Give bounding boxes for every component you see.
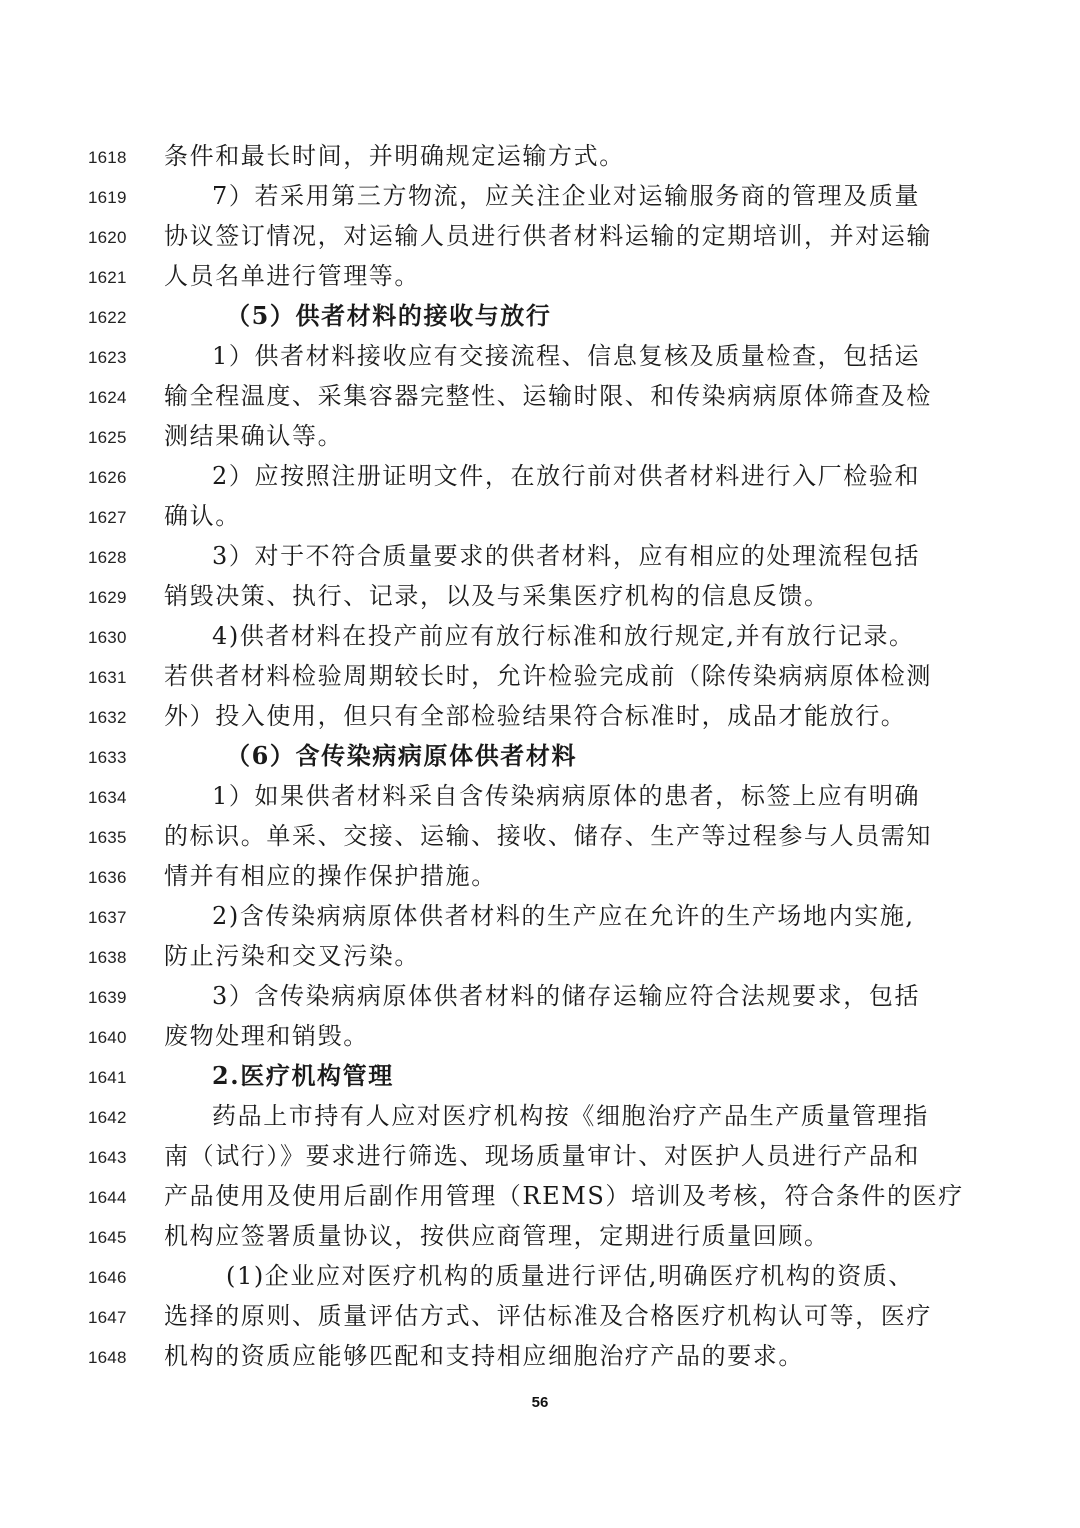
- paragraph-text: 南（试行）》要求进行筛选、现场质量审计、对医护人员进行产品和: [164, 1142, 920, 1170]
- text-line: [0, 1180, 1080, 1220]
- paragraph-text: 人员名单进行管理等。: [164, 262, 420, 290]
- line-number: 1626: [88, 468, 127, 487]
- text-line: [0, 1100, 1080, 1140]
- section-heading: （5）供者材料的接收与放行: [226, 301, 552, 330]
- paragraph-text: 4)供者材料在投产前应有放行标准和放行规定,并有放行记录。: [212, 622, 915, 650]
- text-line: [0, 1260, 1080, 1300]
- line-number: 1647: [88, 1308, 127, 1327]
- line-number: 1645: [88, 1228, 127, 1247]
- line-number: 1639: [88, 988, 127, 1007]
- paragraph-text: 防止污染和交叉污染。: [164, 942, 420, 970]
- line-number: 1633: [88, 748, 127, 767]
- text-line: [0, 1300, 1080, 1340]
- line-number: 1646: [88, 1268, 127, 1287]
- line-number: 1648: [88, 1348, 127, 1367]
- section-heading: （6）含传染病病原体供者材料: [226, 741, 578, 770]
- text-line: [0, 1140, 1080, 1180]
- paragraph-text: 1）供者材料接收应有交接流程、信息复核及质量检查，包括运: [212, 342, 921, 370]
- text-line: [0, 540, 1080, 580]
- paragraph-text: 2)含传染病病原体供者材料的生产应在允许的生产场地内实施,: [212, 902, 915, 930]
- line-number: 1632: [88, 708, 127, 727]
- text-line: [0, 1340, 1080, 1380]
- text-line: [0, 500, 1080, 540]
- line-number: 1643: [88, 1148, 127, 1167]
- text-line: [0, 140, 1080, 180]
- paragraph-text: 的标识。单采、交接、运输、接收、储存、生产等过程参与人员需知: [164, 822, 932, 850]
- paragraph-text: 测结果确认等。: [164, 422, 344, 450]
- line-number: 1634: [88, 788, 127, 807]
- text-line: [0, 820, 1080, 860]
- paragraph-text: 废物处理和销毁。: [164, 1022, 369, 1050]
- paragraph-text: 2）应按照注册证明文件，在放行前对供者材料进行入厂检验和: [212, 462, 921, 490]
- text-line: [0, 940, 1080, 980]
- paragraph-text: 确认。: [164, 502, 241, 530]
- paragraph-text: (1)企业应对医疗机构的质量进行评估,明确医疗机构的资质、: [226, 1262, 915, 1290]
- paragraph-text: 若供者材料检验周期较长时，允许检验完成前（除传染病病原体检测: [164, 662, 932, 690]
- text-line: [0, 780, 1080, 820]
- text-line: [0, 620, 1080, 660]
- line-number: 1622: [88, 308, 127, 327]
- paragraph-text: 机构应签署质量协议，按供应商管理，定期进行质量回顾。: [164, 1222, 830, 1250]
- line-number: 1636: [88, 868, 127, 887]
- section-heading: 2.医疗机构管理: [212, 1061, 394, 1090]
- line-number: 1631: [88, 668, 127, 687]
- paragraph-text: 药品上市持有人应对医疗机构按《细胞治疗产品生产质量管理指: [212, 1102, 929, 1130]
- line-number: 1638: [88, 948, 127, 967]
- text-line: [0, 1060, 1080, 1100]
- paragraph-text: 外）投入使用，但只有全部检验结果符合标准时，成品才能放行。: [164, 702, 907, 730]
- line-number: 1619: [88, 188, 127, 207]
- line-number: 1635: [88, 828, 127, 847]
- paragraph-text: 销毁决策、执行、记录，以及与采集医疗机构的信息反馈。: [164, 582, 830, 610]
- line-number: 1621: [88, 268, 127, 287]
- paragraph-text: 3）含传染病病原体供者材料的储存运输应符合法规要求，包括: [212, 982, 921, 1010]
- line-number: 1640: [88, 1028, 127, 1047]
- text-line: [0, 1220, 1080, 1260]
- text-line: [0, 740, 1080, 780]
- line-number: 1629: [88, 588, 127, 607]
- text-line: [0, 300, 1080, 340]
- text-line: [0, 420, 1080, 460]
- paragraph-text: 机构的资质应能够匹配和支持相应细胞治疗产品的要求。: [164, 1342, 804, 1370]
- paragraph-text: 选择的原则、质量评估方式、评估标准及合格医疗机构认可等，医疗: [164, 1302, 932, 1330]
- paragraph-text: 产品使用及使用后副作用管理（REMS）培训及考核，符合条件的医疗: [164, 1182, 964, 1210]
- line-number: 1637: [88, 908, 127, 927]
- text-line: [0, 1020, 1080, 1060]
- text-line: [0, 180, 1080, 220]
- text-line: [0, 340, 1080, 380]
- line-number: 1623: [88, 348, 127, 367]
- line-number: 1628: [88, 548, 127, 567]
- line-number: 1627: [88, 508, 127, 527]
- line-number: 1644: [88, 1188, 127, 1207]
- paragraph-text: 条件和最长时间，并明确规定运输方式。: [164, 142, 625, 170]
- line-number: 1624: [88, 388, 127, 407]
- paragraph-text: 协议签订情况，对运输人员进行供者材料运输的定期培训，并对运输: [164, 222, 932, 250]
- text-line: [0, 220, 1080, 260]
- text-line: [0, 900, 1080, 940]
- text-line: [0, 580, 1080, 620]
- text-line: [0, 460, 1080, 500]
- line-number: 1630: [88, 628, 127, 647]
- paragraph-text: 3）对于不符合质量要求的供者材料，应有相应的处理流程包括: [212, 542, 921, 570]
- text-line: [0, 860, 1080, 900]
- text-line: [0, 660, 1080, 700]
- paragraph-text: 7）若采用第三方物流，应关注企业对运输服务商的管理及质量: [212, 182, 921, 210]
- paragraph-text: 输全程温度、采集容器完整性、运输时限、和传染病病原体筛查及检: [164, 382, 932, 410]
- paragraph-text: 情并有相应的操作保护措施。: [164, 862, 497, 890]
- text-line: [0, 380, 1080, 420]
- line-number: 1620: [88, 228, 127, 247]
- line-number: 1642: [88, 1108, 127, 1127]
- line-number: 1641: [88, 1068, 127, 1087]
- text-line: [0, 980, 1080, 1020]
- paragraph-text: 1）如果供者材料采自含传染病病原体的患者，标签上应有明确: [212, 782, 921, 810]
- text-line: [0, 700, 1080, 740]
- text-line: [0, 260, 1080, 300]
- line-number: 1618: [88, 148, 127, 167]
- page-number: 56: [531, 1394, 549, 1411]
- line-number: 1625: [88, 428, 127, 447]
